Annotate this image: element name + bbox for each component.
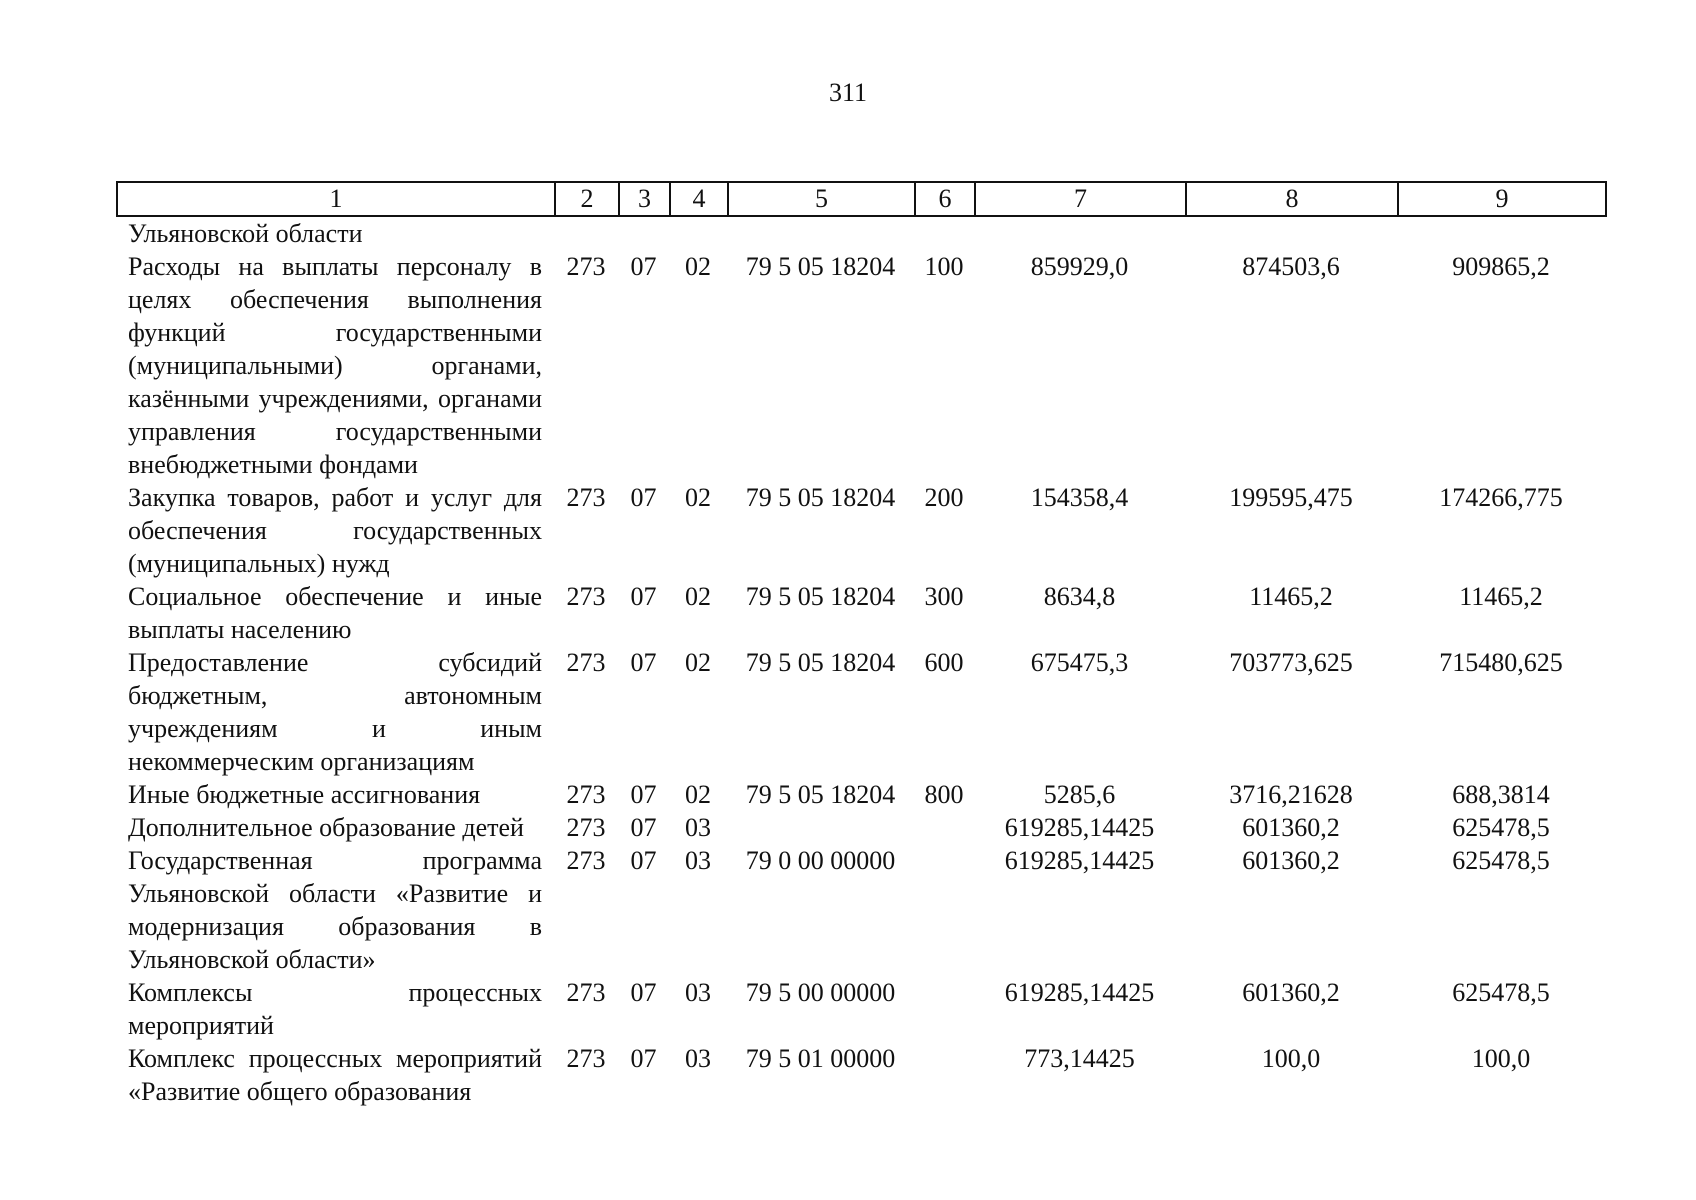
cell-col6	[914, 1042, 974, 1108]
cell-col6	[914, 844, 974, 976]
table-row	[118, 1042, 1605, 1108]
row-name: Дополнительное образование детей	[128, 813, 524, 842]
cell-col7: 619285,14425	[1004, 846, 1155, 875]
budget-table	[118, 217, 1605, 1108]
cell-col2: 273	[566, 483, 606, 512]
cell-col2: 273	[566, 846, 606, 875]
row-name: Государственная программа Ульяновской области «Развитие и модернизация образования в Ульяновской области»	[128, 846, 542, 974]
cell-col3: 07	[630, 648, 657, 677]
cell-col4: 02	[685, 483, 711, 512]
cell-col8: 199595,475	[1229, 483, 1353, 512]
cell-col2: 273	[566, 813, 606, 842]
cell-col2: 273	[566, 780, 606, 809]
cell-col3: 07	[630, 483, 657, 512]
cell-col6	[914, 811, 974, 844]
cell-col5	[727, 217, 914, 250]
header-cell-4: 4	[670, 182, 728, 216]
cell-col8: 100,0	[1261, 1044, 1321, 1073]
cell-col9: 625478,5	[1452, 846, 1550, 875]
cell-col9: 100,0	[1471, 1044, 1531, 1073]
cell-col5	[727, 811, 914, 844]
cell-col6: 800	[924, 780, 964, 809]
cell-col5: 79 5 05 18204	[745, 780, 896, 809]
cell-col8: 11465,2	[1249, 582, 1333, 611]
cell-col5: 79 5 05 18204	[745, 648, 896, 677]
cell-col9: 715480,625	[1439, 648, 1563, 677]
cell-col6: 200	[924, 483, 964, 512]
cell-col5: 79 5 00 00000	[745, 978, 896, 1007]
cell-col3: 07	[630, 813, 657, 842]
cell-col8: 3716,21628	[1229, 780, 1353, 809]
cell-col5: 79 5 05 18204	[745, 483, 896, 512]
cell-col8: 601360,2	[1242, 813, 1340, 842]
cell-col8: 601360,2	[1242, 978, 1340, 1007]
table-row	[118, 778, 1605, 811]
cell-col4: 03	[685, 846, 711, 875]
table-row	[118, 976, 1605, 1042]
cell-col5: 79 5 05 18204	[745, 252, 896, 281]
header-cell-2: 2	[555, 182, 619, 216]
row-name: Закупка товаров, работ и услуг для обеспечения государственных (муниципальных) нужд	[128, 483, 542, 578]
row-name: Расходы на выплаты персоналу в целях обеспечения выполнения функций государственными (муниципальными) органами, казёнными учреждениями, органами управления государственными внебюджетными фондами	[128, 252, 542, 479]
cell-col9: 909865,2	[1452, 252, 1550, 281]
cell-col7: 619285,14425	[1004, 978, 1155, 1007]
row-name: Социальное обеспечение и иные выплаты населению	[128, 582, 542, 644]
cell-col9	[1397, 217, 1605, 250]
cell-col6	[914, 217, 974, 250]
cell-col3	[618, 217, 669, 250]
table-row	[118, 811, 1605, 844]
cell-col7: 8634,8	[1043, 582, 1116, 611]
cell-col2: 273	[566, 1044, 606, 1073]
row-name: Иные бюджетные ассигнования	[128, 780, 481, 809]
header-cell-5: 5	[728, 182, 915, 216]
cell-col7: 675475,3	[1030, 648, 1129, 677]
cell-col6: 300	[924, 582, 964, 611]
cell-col4: 02	[685, 582, 711, 611]
cell-col8	[1185, 217, 1397, 250]
row-name: Комплексы процессных мероприятий	[128, 978, 542, 1040]
cell-col3: 07	[630, 582, 657, 611]
column-number-header	[116, 181, 1607, 217]
table-row	[118, 580, 1605, 646]
cell-col8: 874503,6	[1242, 252, 1340, 281]
cell-col7: 773,14425	[1024, 1044, 1135, 1073]
table-row	[118, 481, 1605, 580]
cell-col2: 273	[566, 648, 606, 677]
cell-col9: 11465,2	[1459, 582, 1543, 611]
cell-col8: 703773,625	[1229, 648, 1353, 677]
cell-col6	[914, 976, 974, 1042]
cell-col7: 619285,14425	[1004, 813, 1155, 842]
cell-col4	[669, 217, 727, 250]
cell-col5: 79 5 01 00000	[745, 1044, 896, 1073]
cell-col6: 600	[924, 648, 964, 677]
table-row	[118, 646, 1605, 778]
cell-col3: 07	[630, 1044, 657, 1073]
row-name: Комплекс процессных мероприятий «Развитие общего образования	[128, 1044, 542, 1106]
header-cell-6: 6	[915, 182, 975, 216]
cell-col7: 859929,0	[1030, 252, 1129, 281]
header-cell-1: 1	[117, 182, 555, 216]
cell-col9: 625478,5	[1452, 813, 1550, 842]
cell-col3: 07	[630, 846, 657, 875]
header-cell-3: 3	[619, 182, 670, 216]
header-cell-7: 7	[975, 182, 1186, 216]
cell-col7: 154358,4	[1030, 483, 1129, 512]
cell-col4: 02	[685, 648, 711, 677]
row-name: Предоставление субсидий бюджетным, автономным учреждениям и иным некоммерческим организациям	[128, 648, 542, 776]
cell-col4: 03	[685, 813, 711, 842]
cell-col5: 79 0 00 00000	[745, 846, 896, 875]
page-number: 311	[828, 78, 868, 107]
cell-col3: 07	[630, 252, 657, 281]
cell-col9: 688,3814	[1452, 780, 1550, 809]
cell-col3: 07	[630, 780, 657, 809]
cell-col9: 625478,5	[1452, 978, 1550, 1007]
cell-col7: 5285,6	[1043, 780, 1116, 809]
table-row	[118, 250, 1605, 481]
cell-col6: 100	[924, 252, 964, 281]
header-cell-8: 8	[1186, 182, 1398, 216]
header-cell-9: 9	[1398, 182, 1606, 216]
cell-col7	[974, 217, 1185, 250]
cell-col4: 03	[685, 1044, 711, 1073]
cell-col9: 174266,775	[1439, 483, 1563, 512]
cell-col2	[554, 217, 618, 250]
cell-col5: 79 5 05 18204	[745, 582, 896, 611]
header-row	[117, 182, 1606, 216]
table-row	[118, 217, 1605, 250]
cell-col4: 02	[685, 780, 711, 809]
row-name: Ульяновской области	[128, 219, 363, 248]
cell-col4: 02	[685, 252, 711, 281]
table-row	[118, 844, 1605, 976]
cell-col3: 07	[630, 978, 657, 1007]
cell-col8: 601360,2	[1242, 846, 1340, 875]
cell-col4: 03	[685, 978, 711, 1007]
cell-col2: 273	[566, 252, 606, 281]
cell-col2: 273	[566, 582, 606, 611]
cell-col2: 273	[566, 978, 606, 1007]
